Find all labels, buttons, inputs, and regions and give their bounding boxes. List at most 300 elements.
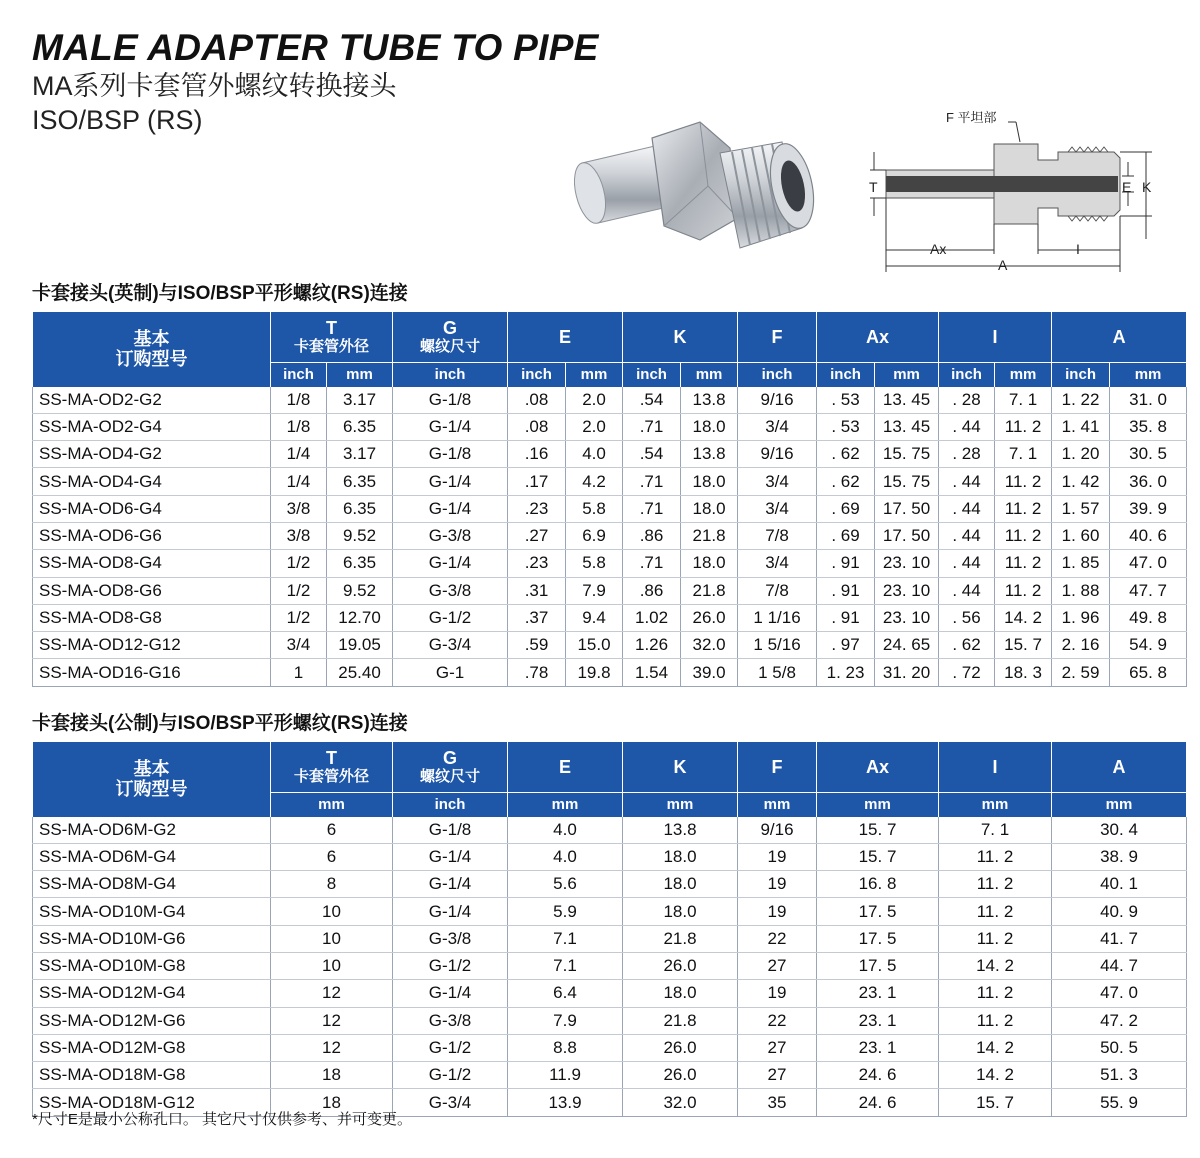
table-cell: 40. 6 [1110, 522, 1187, 549]
table-cell: 47. 0 [1110, 550, 1187, 577]
footnote: *尺寸E是最小公称孔口。 其它尺寸仅供参考、并可变更。 [32, 1111, 413, 1128]
table-cell: 1 [271, 659, 327, 686]
table-cell: .17 [508, 468, 566, 495]
header-i: I [939, 742, 1052, 792]
table-cell: 23. 10 [875, 550, 939, 577]
table-cell: 3/4 [738, 468, 817, 495]
chinese-subtitle: MA系列卡套管外螺纹转换接头 [32, 71, 397, 101]
table-cell: 1/4 [271, 468, 327, 495]
table-cell: 31. 0 [1110, 387, 1187, 414]
table-cell: 11. 2 [939, 898, 1052, 925]
table-cell: 11. 2 [995, 468, 1052, 495]
table-cell: 1. 42 [1052, 468, 1110, 495]
table-cell: 1. 85 [1052, 550, 1110, 577]
part-number-cell: SS-MA-OD12-G12 [33, 632, 271, 659]
table-cell: 11. 2 [995, 550, 1052, 577]
table-cell: 26.0 [623, 952, 738, 979]
table-cell: 27 [738, 952, 817, 979]
table-cell: 17. 50 [875, 522, 939, 549]
table-cell: 5.9 [508, 898, 623, 925]
diagram-label-e: E [1122, 179, 1132, 195]
table-cell: 1/8 [271, 413, 327, 440]
table-cell: 23. 1 [817, 1034, 939, 1061]
header-k: K [623, 742, 738, 792]
table-cell: 14. 2 [995, 604, 1052, 631]
table-cell: 65. 8 [1110, 659, 1187, 686]
table-cell: 11. 2 [939, 843, 1052, 870]
unit-header: mm [327, 362, 393, 387]
table-cell: 1.54 [623, 659, 681, 686]
table-cell: 11. 2 [939, 1007, 1052, 1034]
table-row [33, 1007, 1187, 1034]
part-number-cell: SS-MA-OD8-G8 [33, 604, 271, 631]
table-cell: G-1 [393, 659, 508, 686]
table-cell: 7/8 [738, 577, 817, 604]
table-cell: .71 [623, 550, 681, 577]
header-t: T 卡套管外径 [271, 312, 393, 362]
table-cell: .71 [623, 413, 681, 440]
table-cell: . 28 [939, 441, 995, 468]
table-cell: 38. 9 [1052, 843, 1187, 870]
table-cell: . 53 [817, 387, 875, 414]
table-cell: G-3/8 [393, 1007, 508, 1034]
table-cell: .31 [508, 577, 566, 604]
table-cell: 5.6 [508, 871, 623, 898]
table-cell: 6.9 [566, 522, 623, 549]
table-cell: 30. 5 [1110, 441, 1187, 468]
table-cell: 13.8 [681, 441, 738, 468]
table-cell: 1. 60 [1052, 522, 1110, 549]
table-cell: .78 [508, 659, 566, 686]
table-cell: 21.8 [623, 925, 738, 952]
part-number-cell: SS-MA-OD4-G2 [33, 441, 271, 468]
table-cell: 22 [738, 925, 817, 952]
table-cell: G-1/2 [393, 1062, 508, 1089]
table-row [33, 843, 1187, 870]
table-cell: 7. 1 [939, 817, 1052, 844]
table-cell: .54 [623, 441, 681, 468]
table-cell: . 72 [939, 659, 995, 686]
table-cell: G-1/4 [393, 843, 508, 870]
table-cell: 19.05 [327, 632, 393, 659]
header-ax: Ax [817, 742, 939, 792]
table-cell: G-1/4 [393, 495, 508, 522]
table-cell: G-1/2 [393, 1034, 508, 1061]
header-i: I [939, 312, 1052, 362]
diagram-label-i: I [1076, 241, 1080, 257]
part-number-cell: SS-MA-OD12M-G4 [33, 980, 271, 1007]
table-cell: 1/2 [271, 577, 327, 604]
table-cell: 7.9 [508, 1007, 623, 1034]
table-cell: 11. 2 [995, 413, 1052, 440]
table-cell: 6.35 [327, 550, 393, 577]
table-cell: 15. 7 [817, 843, 939, 870]
part-number-cell: SS-MA-OD6M-G4 [33, 843, 271, 870]
part-number-cell: SS-MA-OD6-G6 [33, 522, 271, 549]
table-cell: 18.0 [681, 495, 738, 522]
table-cell: 36. 0 [1110, 468, 1187, 495]
table-cell: 18.0 [623, 843, 738, 870]
metric-spec-table [32, 742, 1187, 1117]
table-cell: 27 [738, 1062, 817, 1089]
table-cell: .71 [623, 495, 681, 522]
table-cell: 15.0 [566, 632, 623, 659]
table-cell: 9.52 [327, 577, 393, 604]
part-number-cell: SS-MA-OD6M-G2 [33, 817, 271, 844]
table-cell: 6 [271, 843, 393, 870]
table-cell: . 69 [817, 495, 875, 522]
table-cell: 5.8 [566, 550, 623, 577]
header-g: G 螺纹尺寸 [393, 742, 508, 792]
table-cell: 26.0 [623, 1062, 738, 1089]
table-cell: 4.0 [508, 817, 623, 844]
table-row [33, 604, 1187, 631]
header-k: K [623, 312, 738, 362]
table-cell: 18.0 [623, 871, 738, 898]
table-cell: 1.02 [623, 604, 681, 631]
table-cell: 9/16 [738, 817, 817, 844]
imperial-section-title: 卡套接头(英制)与ISO/BSP平形螺纹(RS)连接 [32, 283, 408, 304]
table-cell: 26.0 [681, 604, 738, 631]
imperial-table-body [33, 387, 1187, 687]
part-number-cell: SS-MA-OD2-G4 [33, 413, 271, 440]
header-t: T 卡套管外径 [271, 742, 393, 792]
table-cell: G-1/4 [393, 871, 508, 898]
diagram-label-k: K [1142, 179, 1152, 195]
table-cell: . 44 [939, 550, 995, 577]
unit-header: inch [623, 362, 681, 387]
table-cell: 18.0 [623, 980, 738, 1007]
table-cell: .37 [508, 604, 566, 631]
table-cell: 3/4 [738, 495, 817, 522]
table-cell: 12.70 [327, 604, 393, 631]
part-number-cell: SS-MA-OD12M-G6 [33, 1007, 271, 1034]
unit-header: mm [995, 362, 1052, 387]
table-cell: 11. 2 [939, 871, 1052, 898]
table-cell: 19 [738, 898, 817, 925]
table-cell: . 44 [939, 495, 995, 522]
table-cell: 1 5/16 [738, 632, 817, 659]
table-cell: . 28 [939, 387, 995, 414]
table-cell: 32.0 [681, 632, 738, 659]
table-cell: 3/8 [271, 495, 327, 522]
table-cell: .86 [623, 577, 681, 604]
table-cell: .54 [623, 387, 681, 414]
table-cell: G-1/4 [393, 413, 508, 440]
table-cell: 1/2 [271, 550, 327, 577]
header-a: A [1052, 742, 1187, 792]
table-cell: 6.35 [327, 413, 393, 440]
table-cell: 15. 7 [939, 1089, 1052, 1116]
table-cell: 8 [271, 871, 393, 898]
unit-header: mm [566, 362, 623, 387]
table-cell: 44. 7 [1052, 952, 1187, 979]
table-row [33, 441, 1187, 468]
table-row [33, 1034, 1187, 1061]
table-cell: G-3/8 [393, 577, 508, 604]
table-cell: 14. 2 [939, 1034, 1052, 1061]
standard-subtitle: ISO/BSP (RS) [32, 105, 203, 135]
product-photo [560, 108, 830, 288]
table-cell: .71 [623, 468, 681, 495]
unit-header: inch [393, 792, 508, 817]
unit-header: mm [1052, 792, 1187, 817]
table-row [33, 522, 1187, 549]
diagram-label-t: T [869, 179, 878, 195]
table-row [33, 952, 1187, 979]
table-cell: 5.8 [566, 495, 623, 522]
table-cell: 35. 8 [1110, 413, 1187, 440]
table-cell: 23. 10 [875, 577, 939, 604]
table-cell: 21.8 [681, 522, 738, 549]
part-number-cell: SS-MA-OD8M-G4 [33, 871, 271, 898]
metric-table-body [33, 817, 1187, 1117]
diagram-label-ax: Ax [930, 241, 947, 257]
part-number-cell: SS-MA-OD6-G4 [33, 495, 271, 522]
table-cell: 11. 2 [939, 925, 1052, 952]
table-cell: 1 1/16 [738, 604, 817, 631]
unit-header: inch [271, 362, 327, 387]
table-cell: 17. 5 [817, 925, 939, 952]
header-f: F [738, 742, 817, 792]
table-row [33, 925, 1187, 952]
table-row [33, 550, 1187, 577]
table-cell: G-1/2 [393, 604, 508, 631]
table-cell: 13.8 [681, 387, 738, 414]
part-number-cell: SS-MA-OD10M-G6 [33, 925, 271, 952]
table-cell: 7. 1 [995, 441, 1052, 468]
table-row [33, 980, 1187, 1007]
table-cell: 7/8 [738, 522, 817, 549]
table-cell: 23. 1 [817, 980, 939, 1007]
header-f: F [738, 312, 817, 362]
part-number-cell: SS-MA-OD16-G16 [33, 659, 271, 686]
header-ax: Ax [817, 312, 939, 362]
table-cell: 14. 2 [939, 952, 1052, 979]
table-cell: 2. 16 [1052, 632, 1110, 659]
table-cell: 3.17 [327, 387, 393, 414]
table-cell: 31. 20 [875, 659, 939, 686]
table-cell: 2.0 [566, 413, 623, 440]
table-row [33, 632, 1187, 659]
unit-header: inch [393, 362, 508, 387]
unit-header: mm [1110, 362, 1187, 387]
table-cell: 9.52 [327, 522, 393, 549]
table-cell: 17. 5 [817, 952, 939, 979]
table-cell: G-1/4 [393, 898, 508, 925]
table-cell: 24. 65 [875, 632, 939, 659]
table-cell: 12 [271, 1034, 393, 1061]
table-cell: G-1/4 [393, 550, 508, 577]
table-cell: 4.0 [508, 843, 623, 870]
unit-header: mm [939, 792, 1052, 817]
metric-section-title: 卡套接头(公制)与ISO/BSP平形螺纹(RS)连接 [32, 713, 408, 734]
table-cell: . 69 [817, 522, 875, 549]
table-cell: G-1/4 [393, 468, 508, 495]
table-cell: 12 [271, 980, 393, 1007]
table-cell: 1. 57 [1052, 495, 1110, 522]
table-cell: G-3/4 [393, 1089, 508, 1116]
table-cell: 15. 7 [817, 817, 939, 844]
table-cell: 1. 20 [1052, 441, 1110, 468]
header-g: G 螺纹尺寸 [393, 312, 508, 362]
table-cell: 1/8 [271, 387, 327, 414]
table-cell: 35 [738, 1089, 817, 1116]
table-row [33, 1062, 1187, 1089]
table-cell: 4.0 [566, 441, 623, 468]
part-number-cell: SS-MA-OD8-G4 [33, 550, 271, 577]
table-cell: 21.8 [681, 577, 738, 604]
table-cell: 3/4 [738, 550, 817, 577]
table-cell: G-3/8 [393, 522, 508, 549]
table-cell: 3/4 [738, 413, 817, 440]
header-e: E [508, 312, 623, 362]
table-cell: 1. 41 [1052, 413, 1110, 440]
table-cell: 47. 0 [1052, 980, 1187, 1007]
table-cell: G-1/8 [393, 817, 508, 844]
table-cell: 19 [738, 871, 817, 898]
unit-header: mm [623, 792, 738, 817]
table-cell: 1 5/8 [738, 659, 817, 686]
unit-header: inch [508, 362, 566, 387]
table-cell: G-1/8 [393, 441, 508, 468]
table-cell: 17. 50 [875, 495, 939, 522]
table-cell: 26.0 [623, 1034, 738, 1061]
table-cell: 10 [271, 898, 393, 925]
table-cell: 25.40 [327, 659, 393, 686]
table-cell: 47. 7 [1110, 577, 1187, 604]
table-cell: 10 [271, 925, 393, 952]
table-cell: 18. 3 [995, 659, 1052, 686]
table-cell: 54. 9 [1110, 632, 1187, 659]
table-cell: 23. 10 [875, 604, 939, 631]
table-cell: 6.35 [327, 495, 393, 522]
unit-header: mm [817, 792, 939, 817]
table-cell: . 91 [817, 577, 875, 604]
table-cell: .16 [508, 441, 566, 468]
unit-header: mm [738, 792, 817, 817]
table-row [33, 659, 1187, 686]
imperial-spec-table [32, 312, 1187, 687]
table-cell: . 56 [939, 604, 995, 631]
table-cell: 1/4 [271, 441, 327, 468]
table-cell: 4.2 [566, 468, 623, 495]
table-cell: . 62 [817, 441, 875, 468]
table-cell: . 97 [817, 632, 875, 659]
table-cell: 3/8 [271, 522, 327, 549]
table-cell: .23 [508, 550, 566, 577]
table-cell: 1.26 [623, 632, 681, 659]
table-cell: 7.9 [566, 577, 623, 604]
table-cell: G-1/8 [393, 387, 508, 414]
part-number-cell: SS-MA-OD4-G4 [33, 468, 271, 495]
table-cell: .08 [508, 413, 566, 440]
table-cell: 1. 23 [817, 659, 875, 686]
unit-header: inch [1052, 362, 1110, 387]
unit-header: inch [738, 362, 817, 387]
part-number-cell: SS-MA-OD2-G2 [33, 387, 271, 414]
table-cell: 15. 75 [875, 441, 939, 468]
header-e: E [508, 742, 623, 792]
table-cell: . 44 [939, 522, 995, 549]
table-cell: 1. 88 [1052, 577, 1110, 604]
table-cell: 12 [271, 1007, 393, 1034]
table-cell: 15. 7 [995, 632, 1052, 659]
table-row [33, 871, 1187, 898]
table-cell: 19 [738, 843, 817, 870]
table-cell: 23. 1 [817, 1007, 939, 1034]
table-cell: 8.8 [508, 1034, 623, 1061]
table-cell: 24. 6 [817, 1062, 939, 1089]
table-cell: 30. 4 [1052, 817, 1187, 844]
header-a: A [1052, 312, 1187, 362]
table-cell: 3/4 [271, 632, 327, 659]
table-cell: 15. 75 [875, 468, 939, 495]
table-cell: 41. 7 [1052, 925, 1187, 952]
table-cell: 17. 5 [817, 898, 939, 925]
table-cell: 11. 2 [939, 980, 1052, 1007]
table-cell: .23 [508, 495, 566, 522]
table-row [33, 495, 1187, 522]
table-row [33, 468, 1187, 495]
table-cell: . 91 [817, 550, 875, 577]
table-cell: 19.8 [566, 659, 623, 686]
table-cell: .59 [508, 632, 566, 659]
table-cell: 9/16 [738, 387, 817, 414]
table-cell: 10 [271, 952, 393, 979]
table-cell: G-1/4 [393, 980, 508, 1007]
table-cell: 7. 1 [995, 387, 1052, 414]
table-cell: 18.0 [681, 468, 738, 495]
table-cell: 18 [271, 1089, 393, 1116]
table-cell: . 53 [817, 413, 875, 440]
table-cell: 49. 8 [1110, 604, 1187, 631]
table-cell: G-3/4 [393, 632, 508, 659]
table-cell: 39.0 [681, 659, 738, 686]
table-cell: 51. 3 [1052, 1062, 1187, 1089]
part-number-cell: SS-MA-OD10M-G4 [33, 898, 271, 925]
table-cell: 21.8 [623, 1007, 738, 1034]
table-cell: 24. 6 [817, 1089, 939, 1116]
diagram-label-f: F 平坦部 [946, 110, 997, 125]
table-cell: 18.0 [681, 413, 738, 440]
table-cell: . 62 [817, 468, 875, 495]
table-cell: 7.1 [508, 925, 623, 952]
table-cell: 13.8 [623, 817, 738, 844]
page-title: MALE ADAPTER TUBE TO PIPE [32, 27, 599, 68]
table-cell: 3.17 [327, 441, 393, 468]
table-cell: 55. 9 [1052, 1089, 1187, 1116]
table-row [33, 817, 1187, 844]
table-row [33, 898, 1187, 925]
table-cell: G-3/8 [393, 925, 508, 952]
table-cell: 7.1 [508, 952, 623, 979]
table-cell: . 91 [817, 604, 875, 631]
part-number-cell: SS-MA-OD10M-G8 [33, 952, 271, 979]
table-cell: 39. 9 [1110, 495, 1187, 522]
table-cell: 16. 8 [817, 871, 939, 898]
table-cell: 1/2 [271, 604, 327, 631]
table-cell: 14. 2 [939, 1062, 1052, 1089]
table-cell: 2. 59 [1052, 659, 1110, 686]
table-cell: 18 [271, 1062, 393, 1089]
part-number-cell: SS-MA-OD12M-G8 [33, 1034, 271, 1061]
table-cell: 6.35 [327, 468, 393, 495]
table-cell: 6.4 [508, 980, 623, 1007]
table-cell: 13. 45 [875, 413, 939, 440]
table-row [33, 577, 1187, 604]
table-cell: 47. 2 [1052, 1007, 1187, 1034]
